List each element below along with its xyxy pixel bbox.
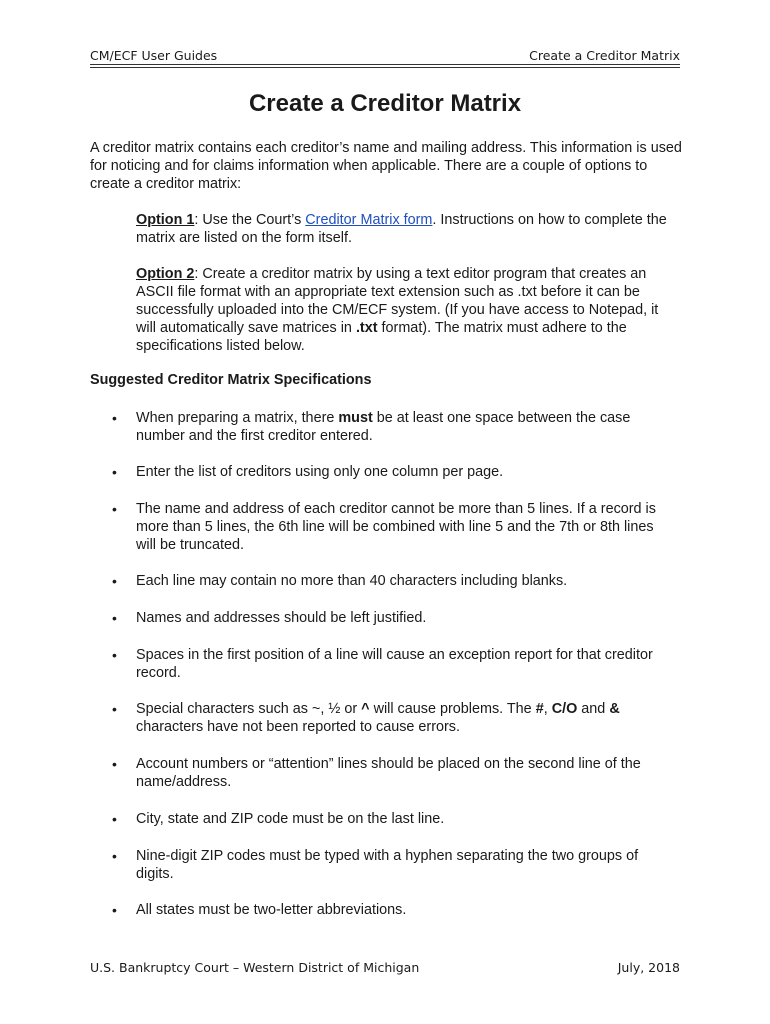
option-2-text-a: : Create a creditor matrix by using a text editor program that creates an ASCII file format with an appropriate text extension such as .txt before it can be successfully uploaded into the CM/ECF system. (If you have access to Notepad, it will automatically save matrices in: [136, 266, 659, 336]
bullet-text: Spaces in the first position of a line will cause an exception report for that creditor record.: [136, 647, 653, 681]
bullet-text: The name and address of each creditor cannot be more than 5 lines. If a record is more than 5 lines, the 6th line will be combined with line 5 and the 7th or 8th lines will be truncated.: [136, 501, 656, 553]
bullet-icon: •: [112, 756, 117, 772]
page-footer: [90, 960, 680, 975]
page-header: [90, 48, 680, 65]
bullet-text: Each line may contain no more than 40 characters including blanks.: [136, 573, 568, 589]
header-guide-title: CM/ECF User Guides: [90, 48, 218, 63]
bullet-text: will cause problems. The: [369, 701, 536, 717]
list-item: [112, 609, 676, 627]
list-item: [112, 847, 676, 883]
bullet-text: Names and addresses should be left justified.: [136, 610, 427, 626]
bullet-icon: •: [112, 701, 117, 717]
bullet-icon: •: [112, 811, 117, 827]
footer-court-name: U.S. Bankruptcy Court – Western District of Michigan: [90, 960, 420, 975]
bullet-text: All states must be two-letter abbreviations.: [136, 902, 407, 918]
list-item: [112, 700, 676, 736]
intro-paragraph: A creditor matrix contains each creditor’s name and mailing address. This information is used for noticing and for claims information when applicable. There are a couple of options to create a creditor matrix:: [90, 140, 682, 192]
bullet-bold: ^: [361, 701, 370, 717]
option-2-label: Option 2: [136, 266, 195, 282]
option-1-label: Option 1: [136, 212, 195, 228]
bullet-text: be at least one space between the case number and the first creditor entered.: [136, 410, 631, 444]
option-2-text-b: format). The matrix must adhere to the specifications listed below.: [136, 320, 627, 354]
bullet-bold: must: [338, 410, 373, 426]
option-2-paragraph: [136, 265, 681, 355]
bullet-icon: •: [112, 647, 117, 663]
bullet-text: Enter the list of creditors using only one column per page.: [136, 464, 504, 480]
header-divider: [90, 67, 680, 68]
bullet-icon: •: [112, 501, 117, 517]
bullet-text: Nine-digit ZIP codes must be typed with a hyphen separating the two groups of digits.: [136, 848, 639, 882]
creditor-matrix-form-link[interactable]: Creditor Matrix form: [305, 212, 433, 228]
list-item: [112, 901, 676, 919]
list-item: [112, 463, 676, 481]
option-1-text-after: . Instructions on how to complete the matrix are listed on the form itself.: [136, 212, 667, 246]
page-title: Create a Creditor Matrix: [248, 90, 522, 117]
bullet-text: Account numbers or “attention” lines should be placed on the second line of the name/address.: [136, 756, 641, 790]
bullet-text: and: [577, 701, 610, 717]
option-2-txt-bold: .txt: [355, 320, 378, 336]
list-item: [112, 409, 676, 445]
bullet-icon: •: [112, 573, 117, 589]
bullet-text: City, state and ZIP code must be on the last line.: [136, 811, 445, 827]
bullet-text: When preparing a matrix, there: [136, 410, 339, 426]
bullet-bold: #: [535, 701, 544, 717]
spec-heading: Suggested Creditor Matrix Specifications: [90, 372, 372, 388]
option-1-paragraph: [136, 211, 681, 247]
footer-date: July, 2018: [617, 960, 680, 975]
bullet-bold: &: [609, 701, 620, 717]
list-item: [112, 646, 676, 682]
list-item: [112, 755, 676, 791]
list-item: [112, 572, 676, 590]
bullet-text: ,: [543, 701, 552, 717]
bullet-text: characters have not been reported to cause errors.: [136, 719, 460, 735]
bullet-text: Special characters such as ~, ½ or: [136, 701, 362, 717]
bullet-icon: •: [112, 848, 117, 864]
bullet-icon: •: [112, 464, 117, 480]
list-item: [112, 500, 676, 554]
list-item: [112, 810, 676, 828]
header-section-title: Create a Creditor Matrix: [529, 48, 680, 63]
option-1-text-before: : Use the Court’s: [194, 212, 306, 228]
bullet-icon: •: [112, 902, 117, 918]
bullet-icon: •: [112, 610, 117, 626]
bullet-bold: C/O: [551, 701, 578, 717]
bullet-icon: •: [112, 410, 117, 426]
